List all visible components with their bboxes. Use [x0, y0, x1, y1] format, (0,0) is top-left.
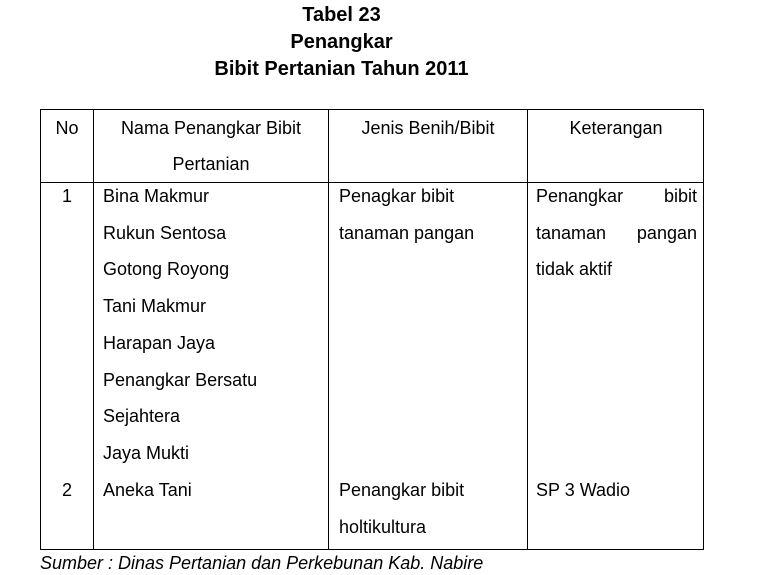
column-divider	[328, 110, 329, 549]
header-nama	[94, 110, 328, 182]
nama-item: Rukun Sentosa	[103, 222, 227, 243]
row2-no: 2	[61, 480, 72, 500]
keterangan-line: SP 3 Wadio	[536, 480, 631, 500]
row2-nama-list	[103, 472, 192, 509]
nama-item: Penangkar Bersatu	[103, 369, 258, 390]
source-note: Sumber : Dinas Pertanian dan Perkebunan Kab. Nabire	[40, 553, 484, 573]
keterangan-word: pangan	[636, 222, 697, 243]
keterangan-line	[536, 215, 697, 252]
row2-jenis	[339, 472, 464, 545]
row1-nama-list	[103, 178, 257, 472]
header-nama-line1: Nama Penangkar Bibit	[120, 118, 302, 138]
keterangan-word: bibit	[663, 186, 697, 206]
nama-item: Sejahtera	[103, 406, 181, 427]
table-subtitle: Penangkar	[290, 31, 393, 53]
jenis-line: holtikultura	[339, 516, 427, 537]
nama-item: Tani Makmur	[103, 296, 207, 317]
keterangan-line: tidak aktif	[536, 259, 613, 280]
nama-item: Bina Makmur	[103, 186, 210, 206]
keterangan-word: Penangkar	[536, 186, 624, 206]
nama-item: Harapan Jaya	[103, 332, 216, 353]
nama-item: Gotong Royong	[103, 259, 230, 280]
row1-no: 1	[61, 186, 72, 206]
nama-item: Aneka Tani	[103, 480, 192, 500]
jenis-line: Penangkar bibit	[339, 480, 465, 500]
table-subtitle-year: Bibit Pertanian Tahun 2011	[214, 58, 469, 80]
row1-keterangan	[536, 178, 697, 288]
header-no: No	[55, 118, 79, 138]
keterangan-word: tanaman	[536, 222, 607, 243]
jenis-line: Penagkar bibit	[339, 186, 455, 206]
row2-keterangan	[536, 472, 630, 509]
column-divider	[527, 110, 528, 549]
keterangan-line	[536, 178, 697, 215]
table-title: Tabel 23	[302, 4, 381, 26]
data-table	[40, 109, 704, 550]
jenis-line: tanaman pangan	[339, 222, 475, 243]
nama-item: Jaya Mukti	[103, 442, 190, 463]
header-jenis: Jenis Benih/Bibit	[361, 118, 495, 138]
row1-jenis	[339, 178, 474, 251]
header-nama-line2: Pertanian	[172, 154, 250, 174]
header-keterangan: Keterangan	[569, 118, 663, 138]
